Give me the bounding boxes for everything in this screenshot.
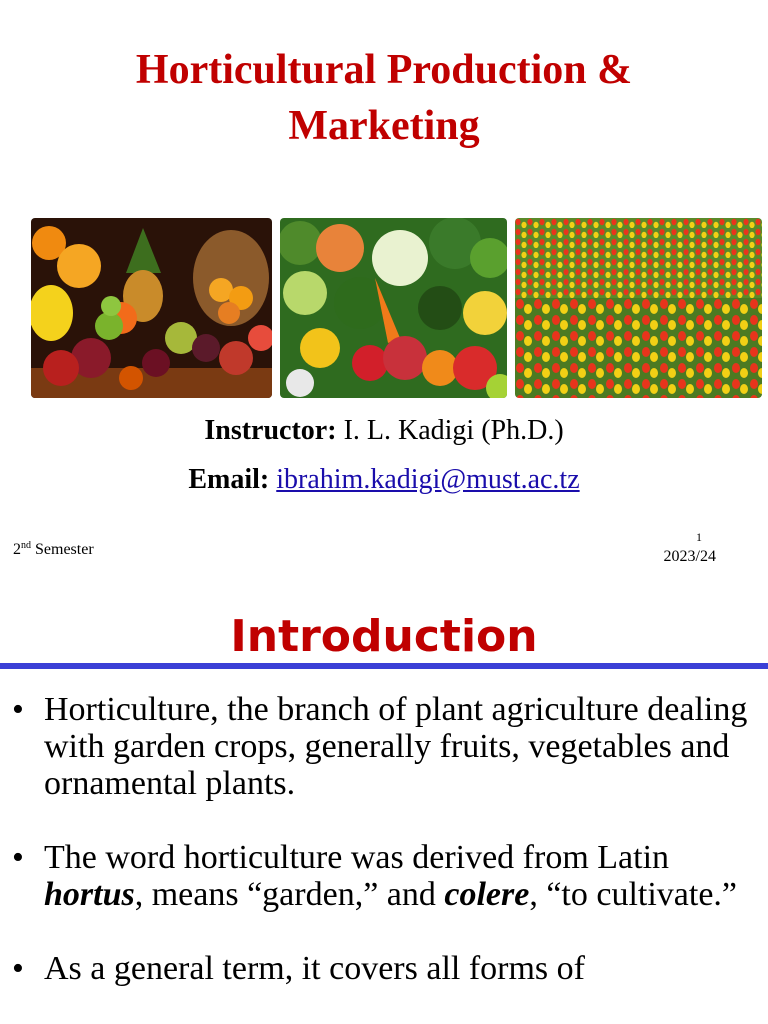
- vegetables-photo: [280, 218, 507, 398]
- email-link[interactable]: ibrahim.kadigi@must.ac.tz: [276, 464, 580, 495]
- bullet-marker: •: [12, 839, 24, 876]
- bullet-list: [0, 691, 768, 1024]
- bullet-text: As a general term, it covers all forms of: [44, 950, 585, 987]
- semester-suffix: nd: [21, 540, 31, 551]
- email-line: [0, 463, 768, 497]
- bullet-marker: •: [12, 950, 24, 987]
- semester-number: 2: [13, 541, 21, 558]
- latin-term-hortus: hortus: [44, 876, 135, 913]
- title-line-2: Marketing: [288, 103, 480, 149]
- tulip-field-photo: [515, 218, 762, 398]
- bullet-item: [0, 950, 768, 987]
- email-label: Email:: [188, 464, 270, 495]
- instructor-label: Instructor:: [204, 415, 337, 446]
- bullet-item: [0, 839, 768, 913]
- instructor-line: [0, 414, 768, 448]
- bullet-item: [0, 691, 768, 802]
- slide-number: 1: [696, 530, 702, 544]
- latin-term-colere: colere: [444, 876, 530, 913]
- title-line-1: Horticultural Production &: [135, 47, 633, 93]
- introduction-slide: [0, 590, 768, 1024]
- heading-divider: [0, 663, 768, 669]
- slide-heading: Introduction: [230, 611, 538, 662]
- slide-title: [0, 42, 768, 154]
- fruits-photo: [31, 218, 272, 398]
- semester-label: [13, 540, 94, 559]
- bullet-text-part: , means “garden,” and: [134, 876, 445, 913]
- bullet-text-part: , “to cultivate.”: [529, 876, 738, 913]
- bullet-marker: •: [12, 691, 24, 728]
- semester-word: Semester: [35, 541, 94, 558]
- bullet-text-part: The word horticulture was derived from Latin: [44, 839, 670, 876]
- academic-year: 2023/24: [663, 548, 716, 565]
- instructor-name: I. L. Kadigi (Ph.D.): [343, 415, 564, 446]
- bullet-text: Horticulture, the branch of plant agriculture dealing with garden crops, generally fruits, vegetables and ornamental plants.: [44, 691, 748, 802]
